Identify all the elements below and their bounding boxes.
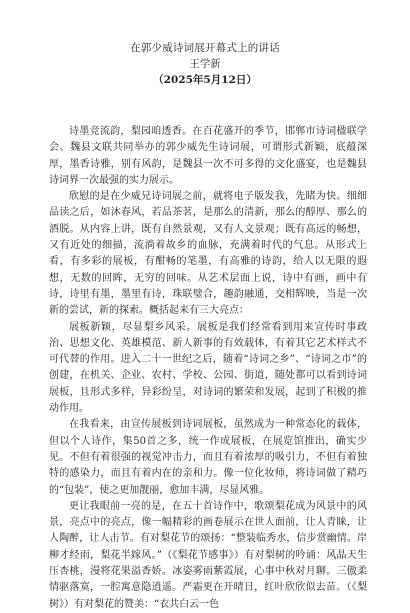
document-body [49, 124, 367, 613]
document-author: 王学新 [189, 58, 221, 70]
paragraph: 在我看来，由宣传展板到诗词展板，虽然成为一种常态化的载体，但以个人诗作，集50首之多，统一作成展板，在展览馆推出，确实少见。不但有着很强的视觉冲击力，而且有着浓厚的吸引力，不但有着独特的感染力，而且有着内在的亲和力。像一位化妆师，将诗词做了精巧的“包装”，使之更加靓丽，愈加丰满，尽显风雅。 [49, 419, 367, 496]
document-header [0, 40, 410, 88]
document-title: 在郭少威诗词展开幕式上的讲话 [130, 42, 280, 54]
document-date: （2025年5月12日） [153, 74, 257, 86]
paragraph: 欣慰的是在少威兄诗词展之前，就将电子版发我，先睹为快。细细品读之后，如沐春风，若品茶茗，是那么的清新，那么的醇厚、那么的酒脱。从内容上讲，既有自然景观，又有人文景观；既有高远的畅想，又有近处的细描，流淌着故乡的血脉，充满着时代的气息。从形式上看，有多彩的展板，有酣畅的笔墨，有高雅的诗韵，给人以无限的遐想，无数的回眸，无穷的回味。从艺术层面上说，诗中有画，画中有诗，诗里有墨，墨里有诗，珠联璧合，趣韵融通，交相辉映，当是一次新的尝试，新的探索。概括起来有三大亮点： [49, 191, 367, 317]
paragraph: 展板新颖，尽显梨乡风采。展板是我们经常看到用来宣传时事政治、思想文化、英雄模范、新人新事的有效载体，有着其它艺术样式不可代替的作用。进入二十一世纪之后，随着“诗词之乡”、“诗词之市”的创建，在机关、企业、农村、学校、公园、街道，随处都可以看到诗词展板，且形式多样，异彩纷呈，对诗词的繁荣和发展，起到了积极的推动作用。 [49, 321, 367, 415]
paragraph: 更让我眼前一亮的是，在五十首诗作中，歌颂梨花成为风景中的风景，亮点中的亮点，像一幅精彩的画卷展示在世人面前，让人青睐，让人陶醉，让人击节。有对梨花节的颂扬：“整装临秀水，信步赏幽情。岸柳才经雨，梨花半嫁风。”（《梨花节感事》）有对梨树的吟诵：风晶天生压杏桃，漫将花果溢香娇。冰姿雾雨紫霞展，心事中秋对月聊。三傲柔情驱落寞，一腔寓意隐逍遥。严霜更在开晴日，红叶欣欣似去苗。（《梨树》）有对梨花的赞美：“衣共白云一色 [49, 500, 367, 610]
paragraph: 诗墨竞流韵，梨园咱透香。在百花盛开的季节，邯郸市诗词楹联学会、魏县文联共同举办的郭少威先生诗词展，可谓形式新颖，底蕴深厚，墨香诗雅，别有风韵，是魏县一次不可多得的文化盛宴，也是魏县诗词界一次最强的实力展示。 [49, 126, 367, 186]
